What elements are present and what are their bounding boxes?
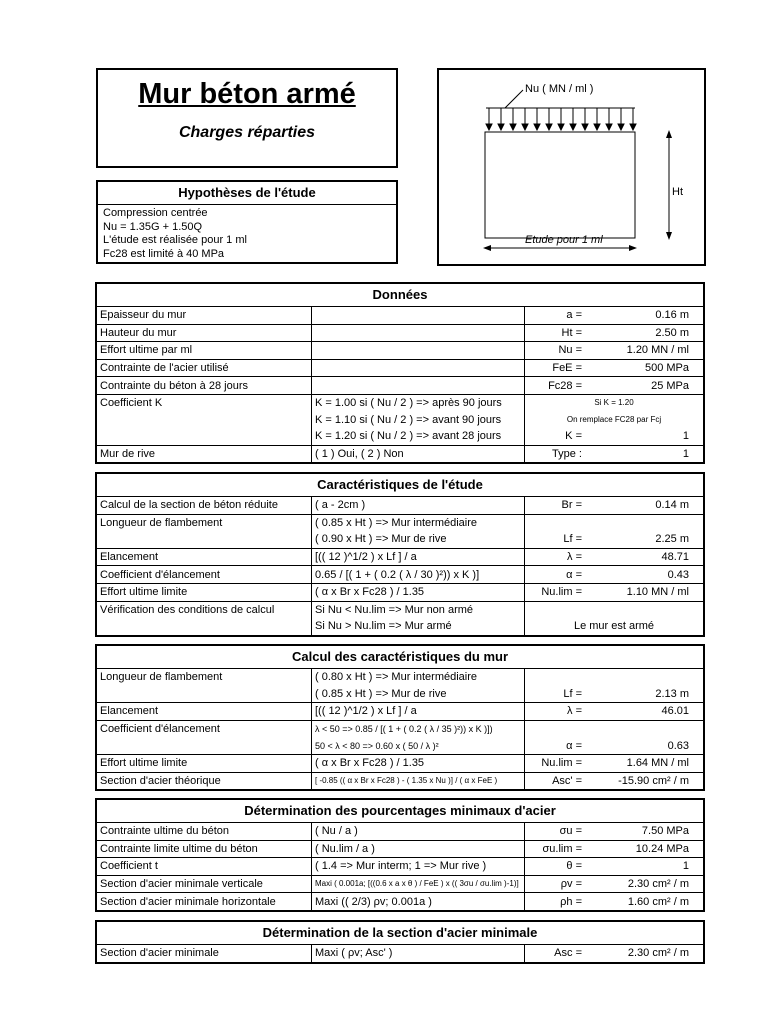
table-cell: 2.13 m	[592, 686, 703, 703]
table-cell: 10.24 MPa	[592, 840, 703, 858]
section-calcul-mur	[95, 644, 705, 791]
table-cell: 46.01	[592, 703, 703, 721]
table-cell: a =	[525, 307, 593, 324]
table-cell	[97, 686, 312, 703]
table-cell: 1	[592, 428, 703, 445]
table-cell: λ =	[525, 703, 593, 721]
section-heading: Caractéristiques de l'étude	[97, 474, 703, 497]
table-cell: Coefficient K	[97, 394, 312, 411]
table-cell: Maxi (( 2/3) ρv; 0.001a )	[312, 893, 525, 910]
table-cell: K =	[525, 428, 593, 445]
table-cell	[592, 601, 703, 618]
table-cell: Section d'acier minimale	[97, 945, 312, 962]
table-cell	[97, 618, 312, 635]
table-cell	[312, 324, 525, 342]
table-cell: 1.64 MN / ml	[592, 754, 703, 772]
table-cell: Section d'acier minimale horizontale	[97, 893, 312, 910]
calcul-mur-table	[97, 669, 703, 789]
table-cell: K = 1.20 si ( Nu / 2 ) => avant 28 jours	[312, 428, 525, 445]
table-row	[97, 394, 703, 411]
table-row	[97, 445, 703, 462]
title-box	[96, 68, 398, 168]
table-cell: 0.14 m	[592, 497, 703, 514]
table-cell: 1.60 cm² / m	[627, 895, 689, 908]
table-cell: [(( 12 )^1/2 ) x Lf ] / a	[312, 548, 525, 566]
table-cell	[592, 720, 703, 737]
caracteristiques-table	[97, 497, 703, 635]
table-cell: Fc28 =	[525, 377, 593, 395]
table-cell	[312, 377, 525, 395]
table-cell: Asc' =	[552, 774, 582, 787]
table-cell: θ =	[525, 858, 593, 876]
table-cell: 2.30 cm² / m	[627, 947, 689, 960]
table-cell: ( 1 ) Oui, ( 2 ) Non	[312, 445, 525, 462]
table-cell: ( 0.85 x Ht ) => Mur de rive	[312, 686, 525, 703]
table-cell	[97, 531, 312, 548]
table-cell: ( 1.4 => Mur interm; 1 => Mur rive )	[312, 858, 525, 876]
pourcentages-table	[97, 823, 703, 910]
table-cell: Hauteur du mur	[97, 324, 312, 342]
section-heading: Détermination de la section d'acier minimale	[97, 922, 703, 945]
hypothesis-line: Nu = 1.35G + 1.50Q	[103, 220, 203, 233]
table-cell	[312, 359, 525, 377]
table-cell: ρh =	[560, 895, 582, 908]
table-cell: Section d'acier minimale verticale	[97, 875, 312, 893]
table-cell: 0.16 m	[592, 307, 703, 324]
table-cell: ( 0.90 x Ht ) => Mur de rive	[312, 531, 525, 548]
table-row	[97, 737, 703, 754]
table-cell	[592, 669, 703, 686]
table-cell	[525, 669, 593, 686]
section-caracteristiques	[95, 472, 705, 637]
table-cell: Si K = 1.20	[594, 398, 634, 408]
table-row	[97, 583, 703, 601]
table-row	[97, 497, 703, 514]
table-cell: -15.90 cm² / m	[618, 774, 689, 787]
table-cell: ρv =	[525, 875, 593, 893]
table-cell: Nu.lim =	[525, 583, 593, 601]
table-cell	[97, 412, 312, 429]
table-cell: Asc =	[554, 947, 582, 960]
table-cell: Elancement	[97, 703, 312, 721]
table-cell: 7.50 MPa	[592, 823, 703, 840]
table-cell: 0.63	[592, 737, 703, 754]
donnees-table	[97, 307, 703, 462]
table-cell	[97, 428, 312, 445]
table-row	[97, 359, 703, 377]
table-cell: 25 MPa	[592, 377, 703, 395]
table-cell: 500 MPa	[592, 359, 703, 377]
wall-diagram	[437, 68, 706, 266]
table-row	[97, 893, 703, 910]
height-label: Ht	[672, 186, 683, 198]
page-title: Mur béton armé	[138, 78, 356, 110]
table-cell: Elancement	[97, 548, 312, 566]
table-cell: Epaisseur du mur	[97, 307, 312, 324]
load-label: Nu ( MN / ml )	[525, 83, 594, 95]
table-cell: Type :	[552, 448, 582, 461]
hypothesis-line: Compression centrée	[103, 207, 208, 219]
table-cell: Si Nu < Nu.lim => Mur non armé	[312, 601, 525, 618]
table-row	[97, 669, 703, 686]
table-cell	[525, 514, 593, 531]
table-row	[97, 858, 703, 876]
table-cell	[525, 601, 593, 618]
table-cell: σu.lim =	[525, 840, 593, 858]
table-cell: K = 1.00 si ( Nu / 2 ) => après 90 jours	[312, 394, 525, 411]
table-cell	[312, 307, 525, 324]
table-cell: Effort ultime par ml	[97, 342, 312, 360]
table-cell: On remplace FC28 par Fcj	[566, 414, 662, 424]
table-row	[97, 720, 703, 737]
table-cell	[525, 720, 593, 737]
width-label: Etude pour 1 ml	[525, 234, 603, 246]
table-cell: Contrainte de l'acier utilisé	[97, 359, 312, 377]
table-row	[97, 703, 703, 721]
table-row	[97, 601, 703, 618]
table-cell: 0.43	[592, 566, 703, 584]
table-row	[97, 412, 703, 429]
table-row	[97, 531, 703, 548]
hypothesis-line: L'étude est réalisée pour 1 ml	[103, 234, 247, 246]
load-arrows-icon	[486, 108, 636, 130]
table-row	[97, 686, 703, 703]
table-cell: Coefficient t	[97, 858, 312, 876]
table-row	[97, 840, 703, 858]
table-cell: ( α x Br x Fc28 ) / 1.35	[312, 583, 525, 601]
table-cell: Lf =	[525, 531, 593, 548]
table-cell: Nu =	[525, 342, 593, 360]
table-cell: Nu.lim =	[525, 754, 593, 772]
table-row	[97, 875, 703, 893]
table-row	[97, 548, 703, 566]
section-min-table	[97, 945, 703, 962]
table-row	[97, 342, 703, 360]
table-cell: α =	[525, 737, 593, 754]
table-cell: 48.71	[592, 548, 703, 566]
table-cell: 1.20 MN / ml	[592, 342, 703, 360]
table-cell: ( α x Br x Fc28 ) / 1.35	[312, 754, 525, 772]
hypothesis-line: Fc28 est limité à 40 MPa	[103, 247, 225, 260]
table-cell: ( a - 2cm )	[312, 497, 525, 514]
table-row	[97, 945, 703, 962]
section-pourcentages	[95, 798, 705, 912]
table-cell: [ -0.85 (( α x Br x Fc28 ) - ( 1.35 x Nu )] / ( α x FeE )	[312, 772, 525, 789]
table-cell: Br =	[525, 497, 593, 514]
table-cell: Ht =	[525, 324, 593, 342]
table-cell: 1	[592, 858, 703, 876]
table-row	[97, 307, 703, 324]
table-row	[97, 618, 703, 635]
table-row	[97, 823, 703, 840]
table-cell: λ =	[525, 548, 593, 566]
table-cell: 1	[682, 448, 689, 461]
section-heading: Calcul des caractéristiques du mur	[97, 646, 703, 669]
table-cell: Si Nu > Nu.lim => Mur armé	[312, 618, 525, 635]
hypotheses-box	[96, 180, 398, 264]
table-cell: Mur de rive	[97, 445, 312, 462]
table-cell: Contrainte ultime du béton	[97, 823, 312, 840]
table-row	[97, 324, 703, 342]
table-cell	[592, 514, 703, 531]
table-cell: ( 0.85 x Ht ) => Mur intermédiaire	[312, 514, 525, 531]
table-cell: Maxi ( 0.001a; [((0.6 x a x θ ) / FeE ) x (( 3σu / σu.lim )-1)]	[312, 875, 525, 893]
table-cell: ( 0.80 x Ht ) => Mur intermédiaire	[312, 669, 525, 686]
table-cell: Maxi ( ρv; Asc' )	[312, 945, 525, 962]
table-cell: Lf =	[525, 686, 593, 703]
verification-result: Le mur est armé	[573, 620, 655, 633]
table-cell: Longueur de flambement	[97, 514, 312, 531]
table-cell: λ < 50 => 0.85 / [( 1 + ( 0.2 ( λ / 35 )²)) x K )])	[312, 720, 525, 737]
table-row	[97, 377, 703, 395]
table-cell: 2.25 m	[592, 531, 703, 548]
table-cell: σu =	[525, 823, 593, 840]
table-row	[97, 566, 703, 584]
table-cell	[97, 737, 312, 754]
table-cell: Longueur de flambement	[97, 669, 312, 686]
table-cell: Contrainte du béton à 28 jours	[97, 377, 312, 395]
table-cell: 50 < λ < 80 => 0.60 x ( 50 / λ )²	[312, 737, 525, 754]
table-row	[97, 772, 703, 789]
table-cell: FeE =	[525, 359, 593, 377]
table-cell: α =	[525, 566, 593, 584]
table-cell	[312, 342, 525, 360]
table-cell: ( Nu.lim / a )	[312, 840, 525, 858]
page-subtitle: Charges réparties	[178, 124, 316, 141]
table-cell: [(( 12 )^1/2 ) x Lf ] / a	[312, 703, 525, 721]
table-cell: 2.50 m	[592, 324, 703, 342]
table-cell: 2.30 cm² / m	[592, 875, 703, 893]
section-heading: Détermination des pourcentages minimaux d'acier	[97, 800, 703, 823]
table-cell: Effort ultime limite	[97, 583, 312, 601]
section-heading: Données	[97, 284, 703, 307]
table-row	[97, 428, 703, 445]
table-cell: Section d'acier théorique	[97, 772, 312, 789]
table-cell: Contrainte limite ultime du béton	[97, 840, 312, 858]
table-row	[97, 754, 703, 772]
section-acier-minimale	[95, 920, 705, 964]
table-cell: Coefficient d'élancement	[97, 566, 312, 584]
wall-shape	[485, 132, 635, 238]
table-cell: 1.10 MN / ml	[592, 583, 703, 601]
table-cell: K = 1.10 si ( Nu / 2 ) => avant 90 jours	[312, 412, 525, 429]
table-cell: Vérification des conditions de calcul	[97, 601, 312, 618]
table-row	[97, 514, 703, 531]
table-cell: ( Nu / a )	[312, 823, 525, 840]
hypotheses-heading: Hypothèses de l'étude	[98, 182, 396, 205]
section-donnees	[95, 282, 705, 464]
table-cell: 0.65 / [( 1 + ( 0.2 ( λ / 30 )²)) x K )]	[312, 566, 525, 584]
table-cell: Calcul de la section de béton réduite	[97, 497, 312, 514]
table-cell: Coefficient d'élancement	[97, 720, 312, 737]
table-cell: Effort ultime limite	[97, 754, 312, 772]
